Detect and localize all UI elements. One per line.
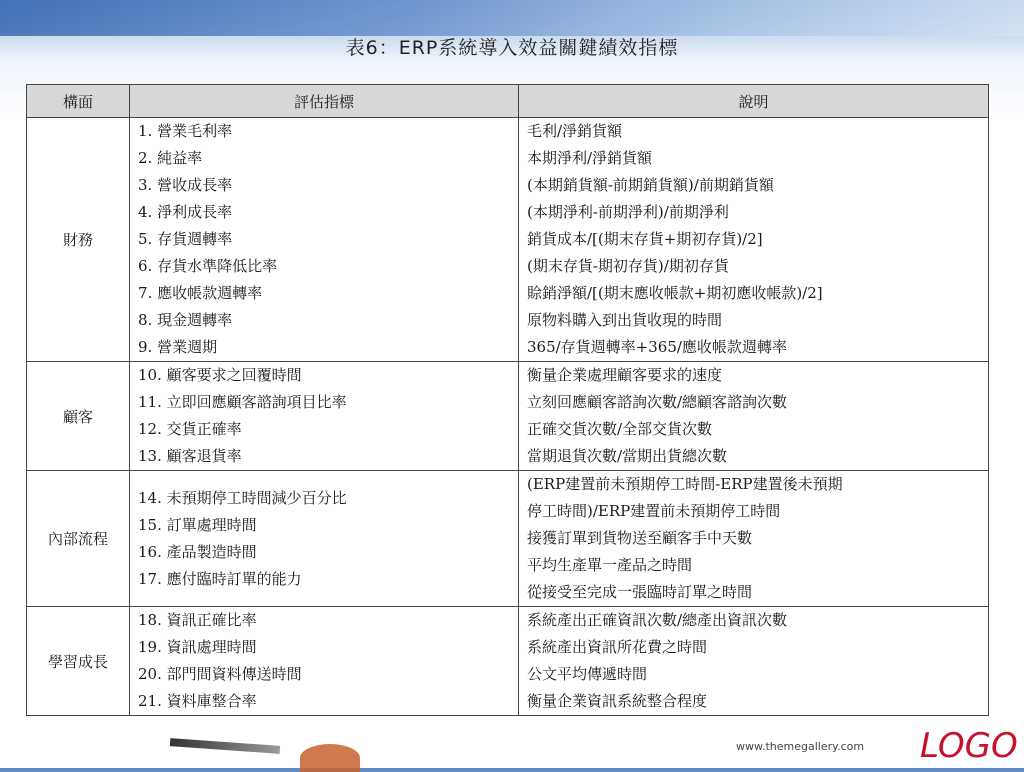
indicator-list-finance (138, 118, 510, 361)
description-item: 公文平均傳遞時間 (527, 665, 648, 683)
footer-logo: LOGO (920, 726, 1018, 766)
description-cell-customer (519, 362, 989, 471)
description-item: (本期銷貨額-前期銷貨額)/前期銷貨額 (527, 176, 774, 194)
description-item: 衡量企業資訊系統整合程度 (527, 692, 708, 710)
description-list-customer (527, 362, 980, 470)
description-item: (ERP建置前未預期停工時間-ERP建置後未預期 (527, 475, 843, 493)
background-sky-band (0, 0, 1024, 36)
table-row-finance (27, 118, 989, 362)
description-list-finance (527, 118, 980, 361)
description-item: 原物料購入到出貨收現的時間 (527, 311, 723, 329)
indicator-item: 8. 現金週轉率 (138, 311, 233, 329)
description-cell-learning-growth (519, 607, 989, 716)
indicator-item: 21. 資料庫整合率 (138, 692, 257, 710)
description-item: 系統產出資訊所花費之時間 (527, 638, 708, 656)
description-item: 正確交貨次數/全部交貨次數 (527, 420, 713, 438)
table-row-customer (27, 362, 989, 471)
indicator-item: 12. 交貨正確率 (138, 420, 242, 438)
description-item: 接獲訂單到貨物送至顧客手中天數 (527, 529, 753, 547)
indicator-item: 7. 應收帳款週轉率 (138, 284, 263, 302)
description-item: 從接受至完成一張臨時訂單之時間 (527, 583, 753, 601)
indicator-item: 20. 部門間資料傳送時間 (138, 665, 302, 683)
description-item: 衡量企業處理顧客要求的速度 (527, 366, 723, 384)
table-header-row (27, 85, 989, 118)
indicator-item: 5. 存貨週轉率 (138, 230, 233, 248)
header-description: 說明 (519, 85, 989, 118)
indicator-list-internal-process (138, 485, 510, 593)
indicator-item: 1. 營業毛利率 (138, 122, 233, 140)
footer-url: www.themegallery.com (736, 740, 865, 753)
header-dimension: 構面 (27, 85, 130, 118)
indicator-list-learning-growth (138, 607, 510, 715)
table-row-internal-process (27, 471, 989, 607)
indicator-item: 3. 營收成長率 (138, 176, 233, 194)
description-item: 毛利/淨銷貨額 (527, 122, 623, 140)
indicator-cell-finance (130, 118, 519, 362)
description-item: 銷貨成本/[(期末存貨+期初存貨)/2] (527, 230, 763, 248)
description-list-learning-growth (527, 607, 980, 715)
description-item: 本期淨利/淨銷貨額 (527, 149, 653, 167)
indicator-item: 11. 立即回應顧客諮詢項目比率 (138, 393, 347, 411)
indicator-item: 19. 資訊處理時間 (138, 638, 257, 656)
description-item: 賒銷淨額/[(期末應收帳款+期初應收帳款)/2] (527, 284, 823, 302)
indicator-item: 2. 純益率 (138, 149, 203, 167)
indicator-item: 15. 訂單處理時間 (138, 515, 257, 534)
dimension-cell-finance: 財務 (27, 118, 130, 362)
indicator-cell-learning-growth (130, 607, 519, 716)
dimension-cell-internal-process: 內部流程 (27, 471, 130, 607)
indicator-list-customer (138, 362, 510, 470)
indicator-item: 16. 產品製造時間 (138, 542, 257, 561)
indicator-item: 18. 資訊正確比率 (138, 611, 257, 629)
description-cell-finance (519, 118, 989, 362)
description-item: 平均生產單一產品之時間 (527, 556, 693, 574)
indicator-item: 10. 顧客要求之回覆時間 (138, 366, 302, 384)
description-item: (本期淨利-前期淨利)/前期淨利 (527, 203, 729, 221)
description-item: 停工時間)/ERP建置前未預期停工時間 (527, 502, 781, 520)
indicator-item: 13. 顧客退貨率 (138, 447, 242, 465)
dimension-cell-learning-growth: 學習成長 (27, 607, 130, 716)
description-list-internal-process (527, 471, 980, 606)
description-cell-internal-process (519, 471, 989, 607)
table-body (27, 118, 989, 716)
indicator-item: 14. 未預期停工時間減少百分比 (138, 488, 347, 507)
indicator-item: 4. 淨利成長率 (138, 203, 233, 221)
description-item: (期末存貨-期初存貨)/期初存貨 (527, 257, 729, 275)
decorative-pen-graphic (170, 738, 280, 754)
description-item: 當期退貨次數/當期出貨總次數 (527, 447, 728, 465)
description-item: 365/存貨週轉率+365/應收帳款週轉率 (527, 338, 787, 356)
page-title: 表6：ERP系統導入效益關鍵績效指標 (345, 37, 679, 59)
description-item: 系統產出正確資訊次數/總產出資訊次數 (527, 611, 788, 629)
kpi-table (26, 84, 989, 716)
indicator-item: 17. 應付臨時訂單的能力 (138, 569, 302, 588)
description-item: 立刻回應顧客諮詢次數/總顧客諮詢次數 (527, 393, 788, 411)
dimension-cell-customer: 顧客 (27, 362, 130, 471)
table-row-learning-growth (27, 607, 989, 716)
indicator-cell-internal-process (130, 471, 519, 607)
header-indicator: 評估指標 (130, 85, 519, 118)
indicator-cell-customer (130, 362, 519, 471)
indicator-item: 9. 營業週期 (138, 338, 218, 356)
indicator-item: 6. 存貨水準降低比率 (138, 257, 278, 275)
